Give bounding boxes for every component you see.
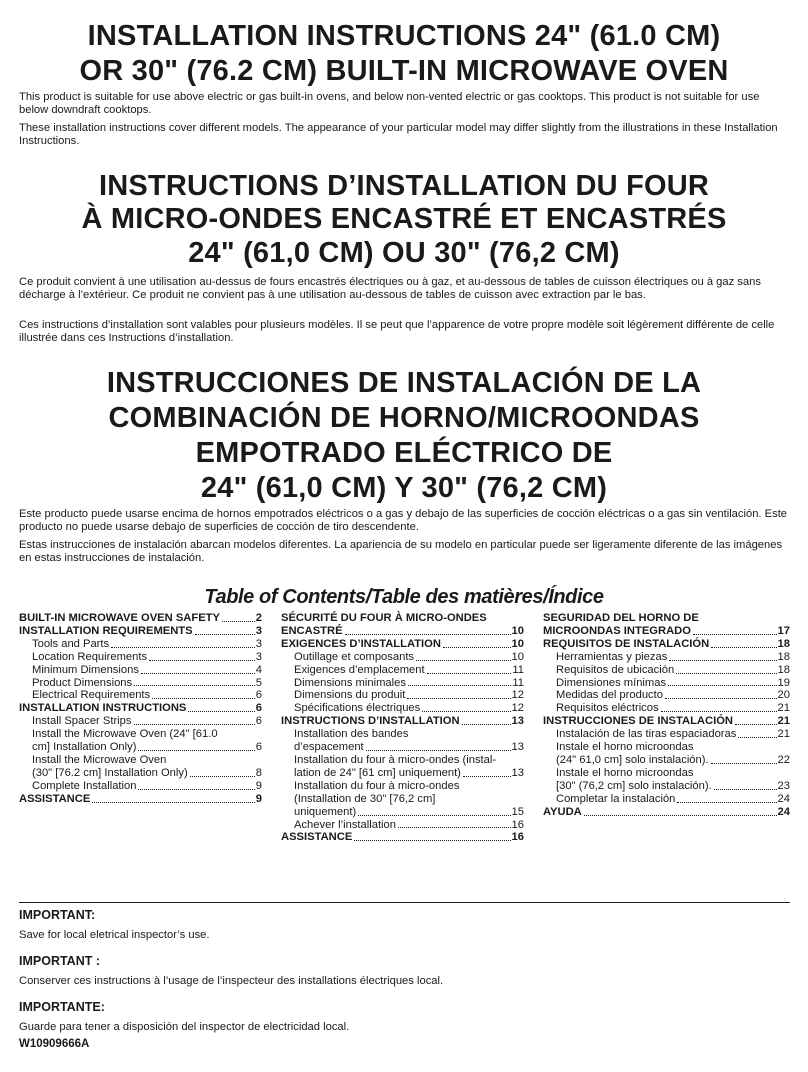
toc-leader-dots bbox=[188, 711, 254, 712]
toc-leader-dots bbox=[661, 711, 777, 712]
toc-page-number: 3 bbox=[255, 624, 262, 637]
toc-entry bbox=[543, 689, 790, 702]
toc-leader-dots bbox=[443, 647, 511, 648]
toc-entry bbox=[19, 702, 262, 715]
french-title-line-3: 24" (61,0 CM) OU 30" (76,2 CM) bbox=[188, 237, 620, 269]
toc-entry-label: Herramientas y piezas bbox=[556, 650, 668, 663]
toc-entry-label: Requisitos eléctricos bbox=[556, 702, 659, 715]
toc-entry bbox=[19, 638, 262, 651]
toc-leader-dots bbox=[134, 724, 255, 725]
toc-entry bbox=[543, 664, 790, 677]
toc-entry bbox=[19, 625, 262, 638]
english-title-line-1: INSTALLATION INSTRUCTIONS 24" (61.0 CM) bbox=[87, 20, 721, 52]
toc-page-number: 16 bbox=[511, 831, 524, 844]
toc-page-number: 2 bbox=[255, 612, 262, 624]
toc-leader-dots bbox=[714, 789, 777, 790]
toc-page-number: 3 bbox=[255, 637, 262, 650]
toc-entry-label-line: Install the Microwave Oven (24" [61.0 bbox=[32, 728, 218, 741]
toc-page-number: 15 bbox=[511, 805, 524, 818]
toc-entry bbox=[543, 677, 790, 690]
toc-leader-dots bbox=[738, 737, 776, 738]
toc-entry-label: BUILT-IN MICROWAVE OVEN SAFETY bbox=[19, 612, 220, 624]
toc-entry bbox=[281, 664, 524, 677]
toc-entry-label: d’espacement bbox=[294, 741, 364, 754]
toc-leader-dots bbox=[711, 763, 777, 764]
toc-page-number: 12 bbox=[511, 689, 524, 702]
toc-entry-label: INSTRUCCIONES DE INSTALACIÓN bbox=[543, 715, 733, 728]
toc-page-number: 23 bbox=[777, 779, 790, 792]
toc-page-number: 6 bbox=[255, 702, 262, 715]
toc-entry-label-line: Install the Microwave Oven bbox=[32, 753, 167, 766]
toc-entry bbox=[543, 806, 790, 819]
toc-leader-dots bbox=[366, 750, 511, 751]
toc-entry bbox=[281, 819, 524, 832]
toc-leader-dots bbox=[111, 647, 255, 648]
toc-leader-dots bbox=[693, 634, 777, 635]
toc-entry-label: uniquement) bbox=[294, 805, 357, 818]
toc-entry-label-line: Instale el horno microondas bbox=[556, 741, 694, 754]
toc-entry bbox=[543, 715, 790, 728]
toc-entry bbox=[281, 715, 524, 728]
toc-entry bbox=[281, 677, 524, 690]
toc-entry-label: Dimensiones mínimas bbox=[556, 676, 667, 689]
toc-entry-label: Install Spacer Strips bbox=[32, 715, 132, 728]
french-models-paragraph: Ces instructions d’installation sont valables pour plusieurs modèles. Il se peut que l’apparence de votre propre modèle soit légèrement différente de celle illustrée dans ces Instructions d’installation. bbox=[19, 319, 775, 344]
toc-page-number: 18 bbox=[777, 637, 790, 650]
toc-entry-label: Requisitos de ubicación bbox=[556, 663, 675, 676]
toc-entry bbox=[19, 612, 262, 625]
toc-entry-label: Tools and Parts bbox=[32, 637, 110, 650]
toc-entry-label: ENCASTRÉ bbox=[281, 624, 343, 637]
important-heading-spanish: IMPORTANTE: bbox=[19, 1000, 105, 1014]
toc-page-number: 9 bbox=[255, 779, 262, 792]
toc-leader-dots bbox=[152, 698, 255, 699]
toc-entry bbox=[543, 741, 790, 767]
toc-page-number: 24 bbox=[777, 792, 790, 805]
toc-entry-label-line: SÉCURITÉ DU FOUR À MICRO-ONDES bbox=[281, 612, 487, 624]
toc-entry-label: Product Dimensions bbox=[32, 676, 133, 689]
toc-page-number: 20 bbox=[777, 689, 790, 702]
toc-entry bbox=[19, 664, 262, 677]
toc-entry-label: INSTALLATION INSTRUCTIONS bbox=[19, 702, 187, 715]
english-intro-paragraph: This product is suitable for use above electric or gas built-in ovens, and below non-vented electric or gas cooktops. This product is not suitable for use below downdraft cooktops. bbox=[19, 91, 760, 116]
toc-leader-dots bbox=[665, 698, 777, 699]
toc-page-number: 18 bbox=[777, 650, 790, 663]
important-text-french: Conserver ces instructions à l’usage de l’inspecteur des installations électriques local. bbox=[19, 975, 444, 987]
toc-leader-dots bbox=[190, 776, 255, 777]
toc-entry-label: Completar la instalación bbox=[556, 792, 676, 805]
toc-leader-dots bbox=[358, 815, 510, 816]
toc-entry-label-line: Installation des bandes bbox=[294, 728, 409, 741]
toc-page-number: 9 bbox=[255, 792, 262, 805]
toc-page-number: 10 bbox=[511, 637, 524, 650]
toc-entry-label: INSTRUCTIONS D’INSTALLATION bbox=[281, 715, 460, 728]
toc-entry-label: AYUDA bbox=[543, 805, 582, 818]
toc-leader-dots bbox=[134, 685, 255, 686]
toc-leader-dots bbox=[711, 647, 776, 648]
toc-column-english bbox=[19, 612, 262, 806]
toc-page-number: 10 bbox=[511, 624, 524, 637]
toc-leader-dots bbox=[668, 685, 777, 686]
toc-entry-label: Instalación de las tiras espaciadoras bbox=[556, 728, 737, 741]
toc-page-number: 21 bbox=[777, 702, 790, 715]
toc-entry bbox=[281, 651, 524, 664]
spanish-models-paragraph: Estas instrucciones de instalación abarcan modelos diferentes. La apariencia de su modelo en particular puede ser ligeramente diferente de las imágenes en estas instrucciones de instalación. bbox=[19, 539, 783, 564]
toc-entry bbox=[543, 702, 790, 715]
toc-entry bbox=[281, 612, 524, 638]
spanish-title-line-1: INSTRUCCIONES DE INSTALACIÓN DE LA bbox=[106, 367, 702, 399]
toc-page-number: 8 bbox=[255, 766, 262, 779]
toc-entry-label-line: Installation du four à micro-ondes (instal- bbox=[294, 753, 497, 766]
toc-entry bbox=[19, 780, 262, 793]
important-heading-french: IMPORTANT : bbox=[19, 954, 101, 968]
toc-entry-label: (30" [76.2 cm] Installation Only) bbox=[32, 766, 188, 779]
table-of-contents-title: Table of Contents/Table des matières/Índice bbox=[204, 586, 604, 608]
toc-page-number: 24 bbox=[777, 805, 790, 818]
spanish-intro-paragraph: Este producto puede usarse encima de hornos empotrados eléctricos o a gas y debajo de las superficies de cocción eléctricas o a gas sin ventilación. Este producto no puede usarse debajo de superficies de cocción de tiro descendente. bbox=[19, 508, 788, 533]
toc-leader-dots bbox=[407, 698, 510, 699]
toc-entry-label: EXIGENCES D’INSTALLATION bbox=[281, 637, 441, 650]
toc-entry bbox=[281, 689, 524, 702]
toc-entry-label-line: SEGURIDAD DEL HORNO DE bbox=[543, 612, 699, 624]
toc-leader-dots bbox=[462, 724, 511, 725]
toc-entry-label: lation de 24" [61 cm] uniquement) bbox=[294, 766, 461, 779]
toc-page-number: 18 bbox=[777, 663, 790, 676]
toc-leader-dots bbox=[398, 827, 511, 828]
toc-leader-dots bbox=[92, 802, 254, 803]
toc-column-french bbox=[281, 612, 524, 844]
toc-entry bbox=[543, 793, 790, 806]
french-intro-paragraph: Ce produit convient à une utilisation au-dessus de fours encastrés électriques ou à gaz, et au-dessous de tables de cuisson électriques ou à gaz sans décharge à l’extérieur. Ce produit ne convient pas à une utilisation au-dessous de tables de cuisson avec extraction par le bas. bbox=[19, 276, 761, 301]
toc-page-number: 13 bbox=[511, 741, 524, 754]
toc-entry-label: MICROONDAS INTEGRADO bbox=[543, 624, 691, 637]
english-title-line-2: OR 30" (76.2 CM) BUILT-IN MICROWAVE OVEN bbox=[79, 55, 729, 87]
toc-entry bbox=[19, 689, 262, 702]
toc-entry-label: Outillage et composants bbox=[294, 650, 415, 663]
toc-entry-label: Achever l’installation bbox=[294, 818, 396, 831]
toc-entry bbox=[281, 702, 524, 715]
toc-page-number: 6 bbox=[255, 741, 262, 754]
toc-leader-dots bbox=[735, 724, 777, 725]
toc-entry bbox=[281, 831, 524, 844]
spanish-title-line-4: 24" (61,0 CM) Y 30" (76,2 CM) bbox=[200, 472, 608, 504]
french-title-line-1: INSTRUCTIONS D’INSTALLATION DU FOUR bbox=[98, 170, 710, 202]
toc-page-number: 12 bbox=[511, 702, 524, 715]
toc-page-number: 13 bbox=[511, 715, 524, 728]
toc-page-number: 13 bbox=[511, 766, 524, 779]
important-text-spanish: Guarde para tener a disposición del inspector de electricidad local. bbox=[19, 1021, 350, 1033]
toc-page-number: 4 bbox=[255, 663, 262, 676]
toc-entry-label: ASSISTANCE bbox=[281, 831, 353, 844]
toc-entry-label-line: (Installation de 30" [76,2 cm] bbox=[294, 792, 436, 805]
toc-entry-label: Dimensions du produit bbox=[294, 689, 406, 702]
toc-leader-dots bbox=[138, 789, 254, 790]
toc-entry-label-line: Instale el horno microondas bbox=[556, 766, 694, 779]
toc-page-number: 22 bbox=[777, 753, 790, 766]
toc-column-spanish bbox=[543, 612, 790, 819]
toc-leader-dots bbox=[195, 634, 255, 635]
toc-page-number: 19 bbox=[777, 676, 790, 689]
toc-entry bbox=[19, 728, 262, 754]
toc-entry-label: INSTALLATION REQUIREMENTS bbox=[19, 624, 193, 637]
toc-entry-label: Complete Installation bbox=[32, 779, 137, 792]
toc-entry-label: Spécifications électriques bbox=[294, 702, 421, 715]
toc-page-number: 3 bbox=[255, 650, 262, 663]
important-text-english: Save for local eletrical inspector’s use. bbox=[19, 929, 210, 941]
toc-leader-dots bbox=[427, 673, 512, 674]
toc-entry bbox=[19, 677, 262, 690]
english-models-paragraph: These installation instructions cover different models. The appearance of your particular model may differ slightly from the illustrations in these Installation Instructions. bbox=[19, 122, 778, 147]
toc-page-number: 16 bbox=[511, 818, 524, 831]
toc-entry bbox=[19, 715, 262, 728]
toc-leader-dots bbox=[141, 673, 255, 674]
toc-leader-dots bbox=[669, 660, 776, 661]
toc-entry-label: REQUISITOS DE INSTALACIÓN bbox=[543, 637, 710, 650]
toc-entry bbox=[281, 754, 524, 780]
toc-page-number: 21 bbox=[777, 715, 790, 728]
toc-leader-dots bbox=[345, 634, 511, 635]
toc-entry-label: Medidas del producto bbox=[556, 689, 663, 702]
toc-entry-label-line: Installation du four à micro-ondes bbox=[294, 779, 460, 792]
toc-entry-label: Dimensions minimales bbox=[294, 676, 406, 689]
toc-page-number: 21 bbox=[777, 728, 790, 741]
toc-leader-dots bbox=[354, 840, 510, 841]
toc-page-number: 10 bbox=[511, 650, 524, 663]
toc-page-number: 17 bbox=[777, 624, 790, 637]
spanish-title-line-2: COMBINACIÓN DE HORNO/MICROONDAS bbox=[108, 402, 700, 434]
toc-leader-dots bbox=[422, 711, 510, 712]
toc-page-number: 6 bbox=[255, 715, 262, 728]
toc-leader-dots bbox=[677, 802, 776, 803]
spanish-title-line-3: EMPOTRADO ELÉCTRICO DE bbox=[195, 437, 613, 469]
toc-entry-label: cm] Installation Only) bbox=[32, 741, 137, 754]
divider-line bbox=[19, 902, 790, 903]
toc-leader-dots bbox=[222, 621, 255, 622]
toc-entry bbox=[19, 651, 262, 664]
toc-entry-label: ASSISTANCE bbox=[19, 792, 91, 805]
toc-leader-dots bbox=[149, 660, 255, 661]
french-title-line-2: À MICRO-ONDES ENCASTRÉ ET ENCASTRÉS bbox=[81, 203, 727, 235]
toc-entry bbox=[281, 638, 524, 651]
toc-entry-label: Minimum Dimensions bbox=[32, 663, 139, 676]
toc-page-number: 6 bbox=[255, 689, 262, 702]
important-heading-english: IMPORTANT: bbox=[19, 908, 96, 922]
toc-page-number: 5 bbox=[255, 676, 262, 689]
toc-leader-dots bbox=[676, 673, 776, 674]
toc-entry-label: Exigences d’emplacement bbox=[294, 663, 425, 676]
toc-entry bbox=[19, 793, 262, 806]
toc-page-number: 11 bbox=[512, 663, 524, 676]
toc-entry bbox=[543, 767, 790, 793]
toc-entry bbox=[19, 754, 262, 780]
toc-leader-dots bbox=[408, 685, 511, 686]
toc-entry bbox=[281, 780, 524, 819]
toc-entry-label: (24" 61,0 cm] solo instalación). bbox=[556, 753, 709, 766]
toc-entry-label: Electrical Requirements bbox=[32, 689, 151, 702]
toc-entry bbox=[543, 728, 790, 741]
toc-entry bbox=[543, 638, 790, 651]
toc-entry-label: Location Requirements bbox=[32, 650, 148, 663]
toc-leader-dots bbox=[138, 750, 254, 751]
toc-entry bbox=[543, 612, 790, 638]
toc-leader-dots bbox=[584, 815, 777, 816]
toc-leader-dots bbox=[416, 660, 511, 661]
toc-page-number: 11 bbox=[512, 676, 524, 689]
toc-leader-dots bbox=[463, 776, 511, 777]
toc-entry bbox=[281, 728, 524, 754]
document-code: W10909666A bbox=[19, 1038, 90, 1050]
toc-entry-label: [30" (76,2 cm] solo instalación). bbox=[556, 779, 712, 792]
toc-entry bbox=[543, 651, 790, 664]
